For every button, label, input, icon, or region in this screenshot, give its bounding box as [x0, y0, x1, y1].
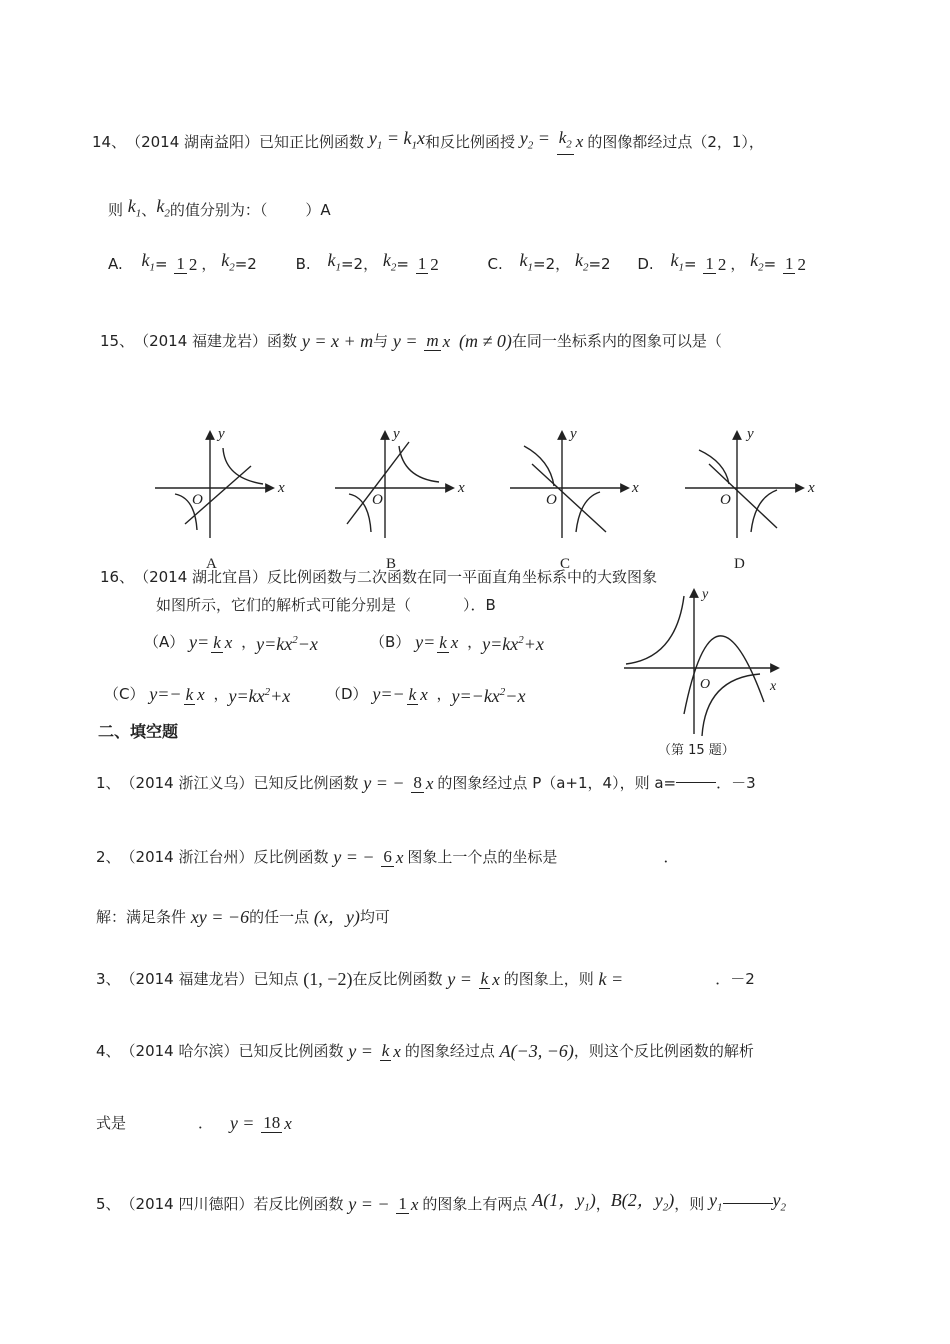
f4-text: 的图象经过点 — [404, 1041, 495, 1060]
f4-text: ，则这个反比例函数的解析 — [573, 1041, 754, 1060]
q15-graph-a-label: A — [206, 556, 217, 572]
q15-graph-a[interactable] — [155, 432, 273, 538]
q16-option-b-label: （B） — [370, 633, 411, 651]
f2-number: 2、 — [96, 847, 121, 866]
q15-graph-b-label: B — [386, 556, 397, 572]
q16-option-a: （A） y= k x ，$y=kx^2-x$ — [144, 632, 318, 654]
q15-graphs — [140, 420, 840, 580]
q16-formula: y=− — [149, 684, 182, 704]
q14-text: 、 — [141, 200, 157, 219]
f1-formula: y = − — [363, 772, 405, 793]
f2-point: (x，y) — [313, 906, 360, 927]
q15-line1 — [100, 330, 722, 351]
q14-k2: $k_2$ — [382, 250, 397, 274]
q16-fraction: k x — [408, 684, 428, 705]
q14-text: = — [683, 254, 697, 273]
f4-text: 已知反比例函数 — [238, 1041, 344, 1060]
f4-text: 式是 — [96, 1113, 127, 1132]
f4-number: 4、 — [96, 1041, 121, 1060]
q14-text: =2， — [340, 254, 379, 273]
f4-formula: y = — [348, 1040, 373, 1061]
q15-text: 函数 — [267, 331, 298, 350]
q14-text: =2 — [234, 254, 257, 273]
f4-fraction: k x — [381, 1041, 401, 1061]
q14-option-d-label: D. — [637, 254, 654, 273]
f2-fraction: 6 x — [383, 847, 404, 867]
f2-text: 解：满足条件 — [96, 907, 187, 926]
f1-text: 已知反比例函数 — [253, 773, 359, 792]
q14-k1: $k_1$ — [127, 196, 142, 220]
q16-formula: y= — [189, 632, 210, 652]
q15-graph-c-label: C — [560, 556, 571, 572]
q14-k2: $k_2$ — [156, 196, 170, 220]
q16-option-c: （C） y=− k x ，$y=kx^2+x$ — [104, 684, 291, 706]
q14-text: = — [396, 254, 409, 273]
f2-text: ． — [663, 847, 679, 866]
q16-formula: y= — [415, 632, 436, 652]
q14-answer: ）A — [305, 200, 331, 219]
q14-k2: $k_2$ — [221, 250, 235, 274]
f5-fraction: 1 x — [398, 1194, 419, 1214]
f3-k: k = — [598, 968, 624, 989]
q14-text: 则 — [108, 200, 124, 219]
f2-text: 均可 — [359, 907, 390, 926]
f4-source: （2014 哈尔滨） — [120, 1041, 239, 1060]
q15-graph-d-label: D — [734, 556, 745, 572]
q15-source: （2014 福建龙岩） — [134, 331, 268, 350]
q15-condition: (m ≠ 0) — [458, 330, 512, 351]
q16-option-d: （D） y=− k x ，$y=-kx^2-x$ — [326, 684, 526, 706]
q15-graph-d-xaxis: x — [808, 480, 815, 496]
q14-text: = — [155, 254, 168, 273]
q16-answer: ）．B — [463, 595, 496, 614]
q16-origin-label: O — [700, 677, 711, 692]
q16-figure — [620, 584, 790, 760]
section-heading: 二、填空题 — [98, 722, 179, 741]
f2-line — [96, 846, 678, 867]
q14-text: 和反比例函授 — [424, 132, 515, 151]
f3-answer: ．－2 — [715, 969, 755, 988]
q14-option-b-label: B. — [295, 254, 311, 273]
q16-source: （2014 湖北宜昌） — [134, 567, 268, 586]
f3-source: （2014 福建龙岩） — [120, 969, 254, 988]
q15-graph-b-origin: O — [372, 492, 383, 508]
q15-graph-c-yaxis: y — [570, 426, 577, 442]
q14-text: =2， — [533, 254, 571, 273]
f2-text: 反比例函数 — [253, 847, 329, 866]
q15-text: 在同一坐标系内的图象可以是（ — [511, 331, 722, 350]
q14-option-b: $k_1$ — [327, 250, 341, 274]
q15-text: 与 — [373, 331, 389, 350]
q15-graph-b[interactable] — [335, 432, 453, 538]
q14-text: ， — [730, 254, 746, 273]
f3-text: 在反比例函数 — [352, 969, 443, 988]
f2-sol-formula: xy = −6 — [190, 906, 250, 927]
f5-formula: y = − — [348, 1193, 390, 1214]
f1-source: （2014 浙江义乌） — [120, 773, 254, 792]
q16-formula: $y=kx^2+x$ — [228, 686, 291, 706]
q14-number: 14、 — [92, 132, 127, 151]
f1-line — [96, 772, 756, 793]
q15-formula-2: y = — [392, 330, 418, 351]
f5-point-a: A(1，$y_1$) — [532, 1190, 596, 1214]
q16-fraction: k x — [213, 632, 233, 653]
q14-fraction: 1 2 — [705, 254, 727, 274]
q14-fraction: 1 2 — [417, 254, 439, 274]
q15-graph-d[interactable] — [685, 432, 803, 538]
f5-blank[interactable] — [723, 1203, 773, 1204]
q16-text: 如图所示，它们的解析式可能分别是（ — [156, 595, 412, 614]
q14-fraction: $k_2$ x — [557, 128, 586, 155]
f3-line — [96, 968, 755, 989]
f4-point: A(−3, −6) — [499, 1040, 574, 1061]
q15-graph-c-xaxis: x — [632, 480, 639, 496]
f5-y2: $y_2$ — [772, 1190, 786, 1214]
f1-blank[interactable] — [676, 782, 716, 783]
q15-graph-a-xaxis: x — [278, 480, 285, 496]
q15-fraction: m x — [426, 331, 451, 351]
q15-graph-d-yaxis: y — [747, 426, 754, 442]
q14-text: 已知正比例函数 — [259, 132, 365, 151]
q14-source: （2014 湖南益阳） — [126, 132, 260, 151]
f4-answer-fraction: 18 x — [263, 1113, 292, 1133]
q16-option-c-label: （C） — [104, 685, 145, 703]
f5-source: （2014 四川德阳） — [120, 1194, 254, 1213]
q15-graph-a-yaxis: y — [218, 426, 225, 442]
f5-text: ，则 — [674, 1194, 705, 1213]
q14-fraction: 1 2 — [784, 254, 806, 274]
f5-text: 若反比例函数 — [253, 1194, 344, 1213]
q16-line2 — [156, 594, 496, 615]
f1-text: 的图象经过点 P（a+1，4），则 a= — [437, 773, 677, 792]
f4-line — [96, 1040, 754, 1061]
f5-text: 的图象上有两点 — [422, 1194, 528, 1213]
f5-number: 5、 — [96, 1194, 121, 1213]
f5-y1: $y_1$ — [709, 1190, 723, 1214]
q14-k2: $k_2$ — [750, 250, 764, 274]
f3-text: 的图象上，则 — [503, 969, 594, 988]
q16-x-label: x — [770, 679, 777, 694]
q16-caption: （第 15 题） — [658, 743, 735, 758]
f5-line — [96, 1190, 786, 1218]
q15-graph-b-xaxis: x — [458, 480, 465, 496]
q14-options — [108, 250, 810, 278]
q15-number: 15、 — [100, 331, 135, 350]
q14-formula-2: $y_2$ = — [519, 128, 550, 152]
q16-line1 — [100, 566, 657, 587]
q15-graph-c-origin: O — [546, 492, 557, 508]
f5-text: ， — [595, 1194, 611, 1213]
q16-formula: $y=-kx^2-x$ — [451, 686, 526, 706]
q15-graph-a-origin: O — [192, 492, 203, 508]
q16-option-b: （B） y= k x ，$y=kx^2+x$ — [370, 632, 544, 654]
q16-fraction: k x — [439, 632, 459, 653]
q16-hyperbola-right — [702, 674, 760, 736]
f1-answer: ．－3 — [716, 773, 756, 792]
f2-formula: y = − — [333, 846, 375, 867]
f3-point: (1, −2) — [303, 968, 353, 989]
f3-formula: y = — [447, 968, 472, 989]
q15-graph-d-origin: O — [720, 492, 731, 508]
q14-option-a-label: A. — [108, 254, 123, 273]
f2-source: （2014 浙江台州） — [120, 847, 254, 866]
f4-line2 — [96, 1112, 296, 1133]
q14-text: 的图像都经过点（2，1）， — [587, 132, 764, 151]
q14-option-d: $k_1$ — [670, 250, 684, 274]
q14-text: 的值分别为：（ — [169, 200, 268, 219]
q14-line1 — [92, 128, 764, 156]
f2-text: 的任一点 — [249, 907, 310, 926]
q16-formula: $y=kx^2-x$ — [256, 634, 318, 654]
q14-option-c-label: C. — [487, 254, 503, 273]
q14-option-a: $k_1$ — [141, 250, 156, 274]
q16-number: 16、 — [100, 567, 135, 586]
q16-formula: $y=kx^2+x$ — [482, 634, 544, 654]
q14-formula-1: $y_1 = k_1x$ — [368, 128, 425, 152]
q15-graph-c[interactable] — [510, 432, 628, 538]
q16-option-d-label: （D） — [326, 685, 368, 703]
q14-fraction: 1 2 — [176, 254, 198, 274]
f3-number: 3、 — [96, 969, 121, 988]
q14-option-c: $k_1$ — [519, 250, 534, 274]
f3-text: 已知点 — [253, 969, 299, 988]
q16-option-a-label: （A） — [144, 633, 185, 651]
f2-solution — [96, 906, 390, 927]
q14-line2 — [108, 196, 331, 224]
q16-formula: y=− — [372, 684, 405, 704]
q14-k2: $k_2$ — [574, 250, 589, 274]
f4-answer: y = — [229, 1112, 255, 1133]
f4-text: ． — [198, 1113, 214, 1132]
q16-fraction: k x — [185, 684, 205, 705]
q15-formula-1: y = x + m — [301, 330, 374, 351]
q16-hyperbola-left — [626, 596, 684, 664]
f1-fraction: 8 x — [413, 773, 434, 793]
f5-point-b: B(2，$y_2$) — [610, 1190, 675, 1214]
q14-text: = — [763, 254, 777, 273]
q14-text: ， — [201, 254, 217, 273]
q14-text: =2 — [588, 254, 611, 273]
f2-text: 图象上一个点的坐标是 — [407, 847, 558, 866]
q16-y-label: y — [702, 587, 709, 602]
f3-fraction: k x — [480, 969, 500, 989]
f1-number: 1、 — [96, 773, 121, 792]
q16-text: 反比例函数与二次函数在同一平面直角坐标系中的大致图象 — [267, 567, 658, 586]
q15-graph-b-yaxis: y — [393, 426, 400, 442]
